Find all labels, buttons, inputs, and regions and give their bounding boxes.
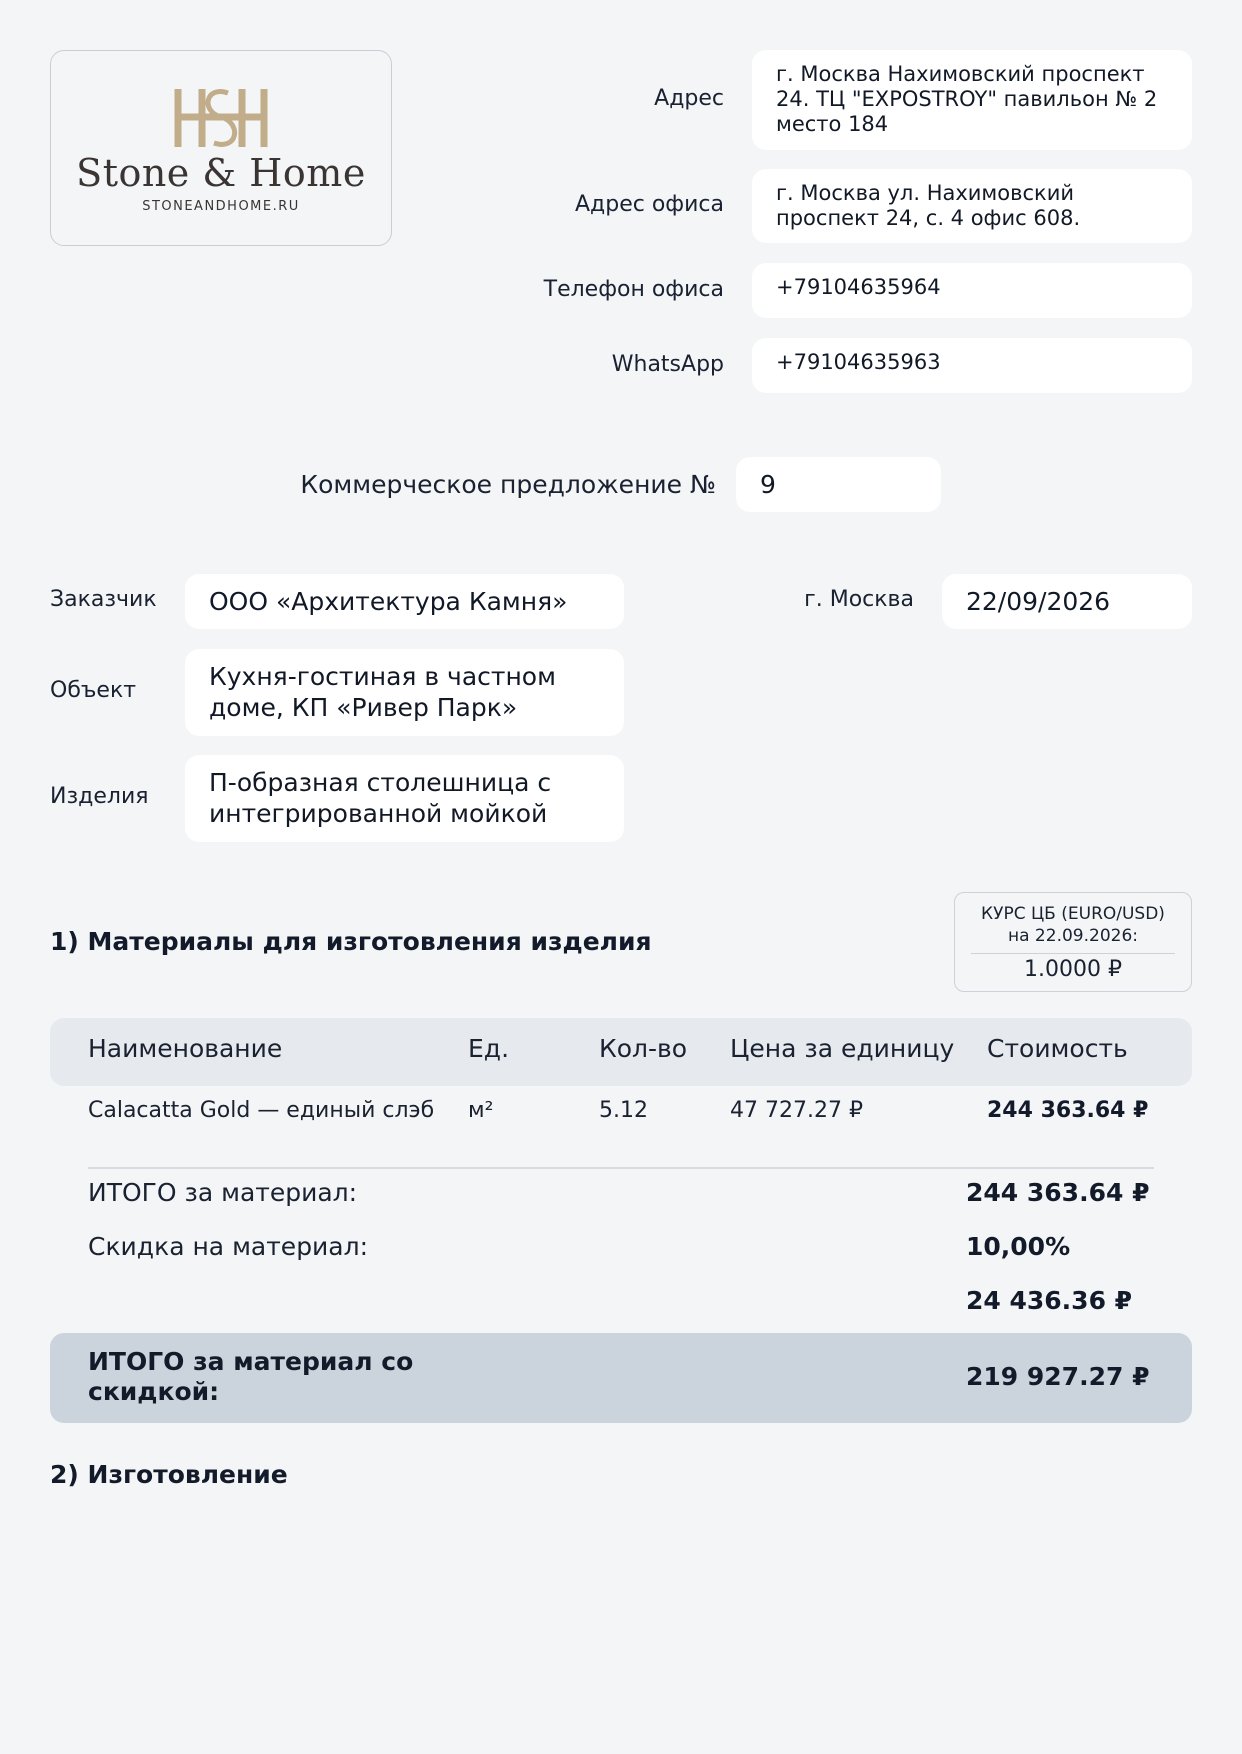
exchange-rate-divider bbox=[971, 953, 1175, 954]
section-manufacturing-title: 2) Изготовление bbox=[50, 1460, 288, 1489]
object-label: Объект bbox=[50, 678, 137, 703]
customer-field: ООО «Архитектура Камня» bbox=[185, 574, 624, 629]
material-total-value: 244 363.64 ₽ bbox=[966, 1178, 1150, 1207]
section-materials-title: 1) Материалы для изготовления изделия bbox=[50, 927, 652, 956]
whatsapp-field: +79104635963 bbox=[752, 338, 1192, 393]
exchange-rate-date: на 22.09.2026: bbox=[1008, 926, 1138, 946]
date-field: 22/09/2026 bbox=[942, 574, 1192, 629]
column-header-name: Наименование bbox=[88, 1034, 283, 1063]
monogram-logo-icon bbox=[51, 81, 391, 159]
discount-percent: 10,00% bbox=[966, 1232, 1071, 1261]
discounted-total-value: 219 927.27 ₽ bbox=[966, 1362, 1150, 1391]
exchange-rate-value: 1.0000 ₽ bbox=[1024, 957, 1122, 982]
city-label: г. Москва bbox=[804, 587, 914, 612]
address-field: г. Москва Нахимовский проспект 24. ТЦ "EXPOSTROY" павильон № 2 место 184 bbox=[752, 50, 1192, 150]
exchange-rate-card bbox=[954, 892, 1192, 992]
exchange-rate-title: КУРС ЦБ (EURO/USD) bbox=[981, 904, 1165, 924]
office-address-label: Адрес офиса bbox=[575, 192, 724, 217]
office-address-field: г. Москва ул. Нахимовский проспект 24, с. 4 офис 608. bbox=[752, 169, 1192, 243]
row-cost: 244 363.64 ₽ bbox=[987, 1098, 1149, 1123]
address-label: Адрес bbox=[654, 86, 724, 111]
row-price: 47 727.27 ₽ bbox=[730, 1098, 863, 1123]
column-header-unit: Ед. bbox=[468, 1034, 510, 1063]
customer-label: Заказчик bbox=[50, 587, 157, 612]
whatsapp-label: WhatsApp bbox=[611, 352, 724, 377]
company-logo-card bbox=[50, 50, 392, 246]
brand-name: Stone & Home bbox=[76, 151, 366, 195]
column-header-qty: Кол-во bbox=[599, 1034, 688, 1063]
product-field: П-образная столешница с интегрированной мойкой bbox=[185, 755, 624, 842]
office-phone-field: +79104635964 bbox=[752, 263, 1192, 318]
brand-website: STONEANDHOME.RU bbox=[142, 199, 300, 214]
office-phone-label: Телефон офиса bbox=[543, 277, 724, 302]
discounted-total-label: ИТОГО за материал со скидкой: bbox=[88, 1347, 414, 1406]
column-header-price: Цена за единицу bbox=[730, 1034, 955, 1063]
discount-amount: 24 436.36 ₽ bbox=[966, 1286, 1133, 1315]
row-name: Calacatta Gold — единый слэб bbox=[88, 1098, 435, 1123]
product-label: Изделия bbox=[50, 784, 149, 809]
discount-label: Скидка на материал: bbox=[88, 1232, 369, 1261]
offer-number-field: 9 bbox=[736, 457, 941, 512]
object-field: Кухня-гостиная в частном доме, КП «Ривер Парк» bbox=[185, 649, 624, 736]
row-unit: м² bbox=[468, 1098, 494, 1123]
table-divider bbox=[88, 1167, 1154, 1169]
column-header-cost: Стоимость bbox=[987, 1034, 1128, 1063]
material-total-label: ИТОГО за материал: bbox=[88, 1178, 358, 1207]
row-qty: 5.12 bbox=[599, 1098, 648, 1123]
offer-label: Коммерческое предложение № bbox=[300, 470, 716, 499]
